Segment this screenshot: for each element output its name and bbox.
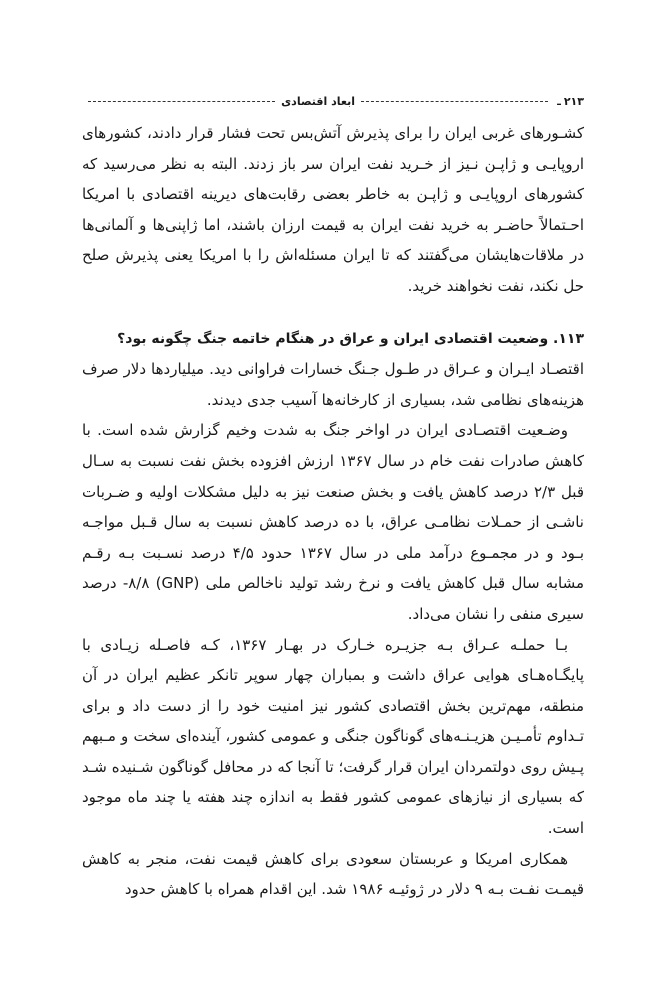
header-rule-right [361, 101, 548, 102]
running-header [82, 92, 584, 110]
page-body [82, 118, 584, 905]
page-number: ۲۱۳ [563, 94, 584, 108]
book-title: ابعاد اقتصادی [281, 94, 355, 108]
section-heading: ۱۱۳. وضعیت اقتصادی ایران و عراق در هنگام خاتمه جنگ چگونه بود؟ [117, 330, 584, 347]
header-dash: ـ [557, 94, 561, 108]
paragraph-5: همکاری امریکا و عربستان سعودی برای کاهش قیمت نفت، منجر به کاهش قیمـت نفـت بـه ۹ دلار در ژوئیـه ۱۹۸۶ شد. این اقدام همراه با کاهش حدود [82, 849, 584, 899]
paragraph-4: بـا حملـه عـراق بـه جزیـره خـارک در بهـار ۱۳۶۷، کـه فاصـله زیـادی با پایگـاه‌هـای هوایی عراق داشت و بمباران چهار سوپر تانکر عظیم ایران در آن منطقه، مهم‌ترین بخش اقتصادی کشور نیز امنیت خود را از دست داد و برای تـداوم تأمـیـن هزیـنـه‌های گوناگون جنگی و عمومی کشور، آینده‌ای سخت و مـبهم پـیش روی دولتمردان ایران قرار گرفت؛ تا آنجا که در محافل گوناگون شـنیده شـد که بسیاری از نیازهای عمومی کشور فقط به اندازه چند هفته یا چند ماه موجود است. [82, 635, 584, 838]
header-rule-left [88, 101, 275, 102]
paragraph-2: اقتصـاد ایـران و عـراق در طـول جـنگ خسارات فراوانی دید. میلیاردها دلار صرف هزینه‌های نظامی شد، بسیاری از کارخانه‌ها آسیب جدی دیدند. [82, 360, 584, 409]
paragraph-3: وضـعیت اقتصـادی ایران در اواخر جنگ به شدت وخیم گزارش شده است. با کاهش صادرات نفت خام در سال ۱۳۶۷ ارزش افزوده بخش نفت نسبت به سـال قبل ۲/۳ درصد کاهش یافت و بخش صنعت نیز به دلیل مشکلات اولیه و ضـربات ناشـی از حمـلات نظامـی عراق، با ده درصد کاهش نسبت به سال قـبل مواجـه بـود و در مجمـوع درآمد ملی در سال ۱۳۶۷ حدود ۴/۵ درصد نسـبت بـه رقـم مشابه سال قبل کاهش یافت و نرخ رشد تولید ناخالص ملی (GNP) ‎-۸/۸ درصد سیری منفی را نشان می‌داد. [82, 421, 585, 623]
paragraph-1: کشـورهای غربی ایران را برای پذیرش آتش‌بس تحت فشار قرار دادند، کشورهای اروپایـی و ژاپـن نـیز از خـرید نفت ایران سر باز زدند. البته به نظر می‌رسید که کشورهای اروپایـی و ژاپـن به خاطر بعضی رقابت‌های دیرینه اقتصادی با امریکا احـتمالاً حاضـر به خرید نفت ایران به قیمت ارزان باشند، اما ژاپنی‌ها و آلمانی‌ها در ملاقات‌هایشان می‌گفتند که تا ایران مسئله‌اش را با امریکا یعنی پذیرش صلح حل نکند، نفت نخواهند خرید. [82, 124, 584, 295]
